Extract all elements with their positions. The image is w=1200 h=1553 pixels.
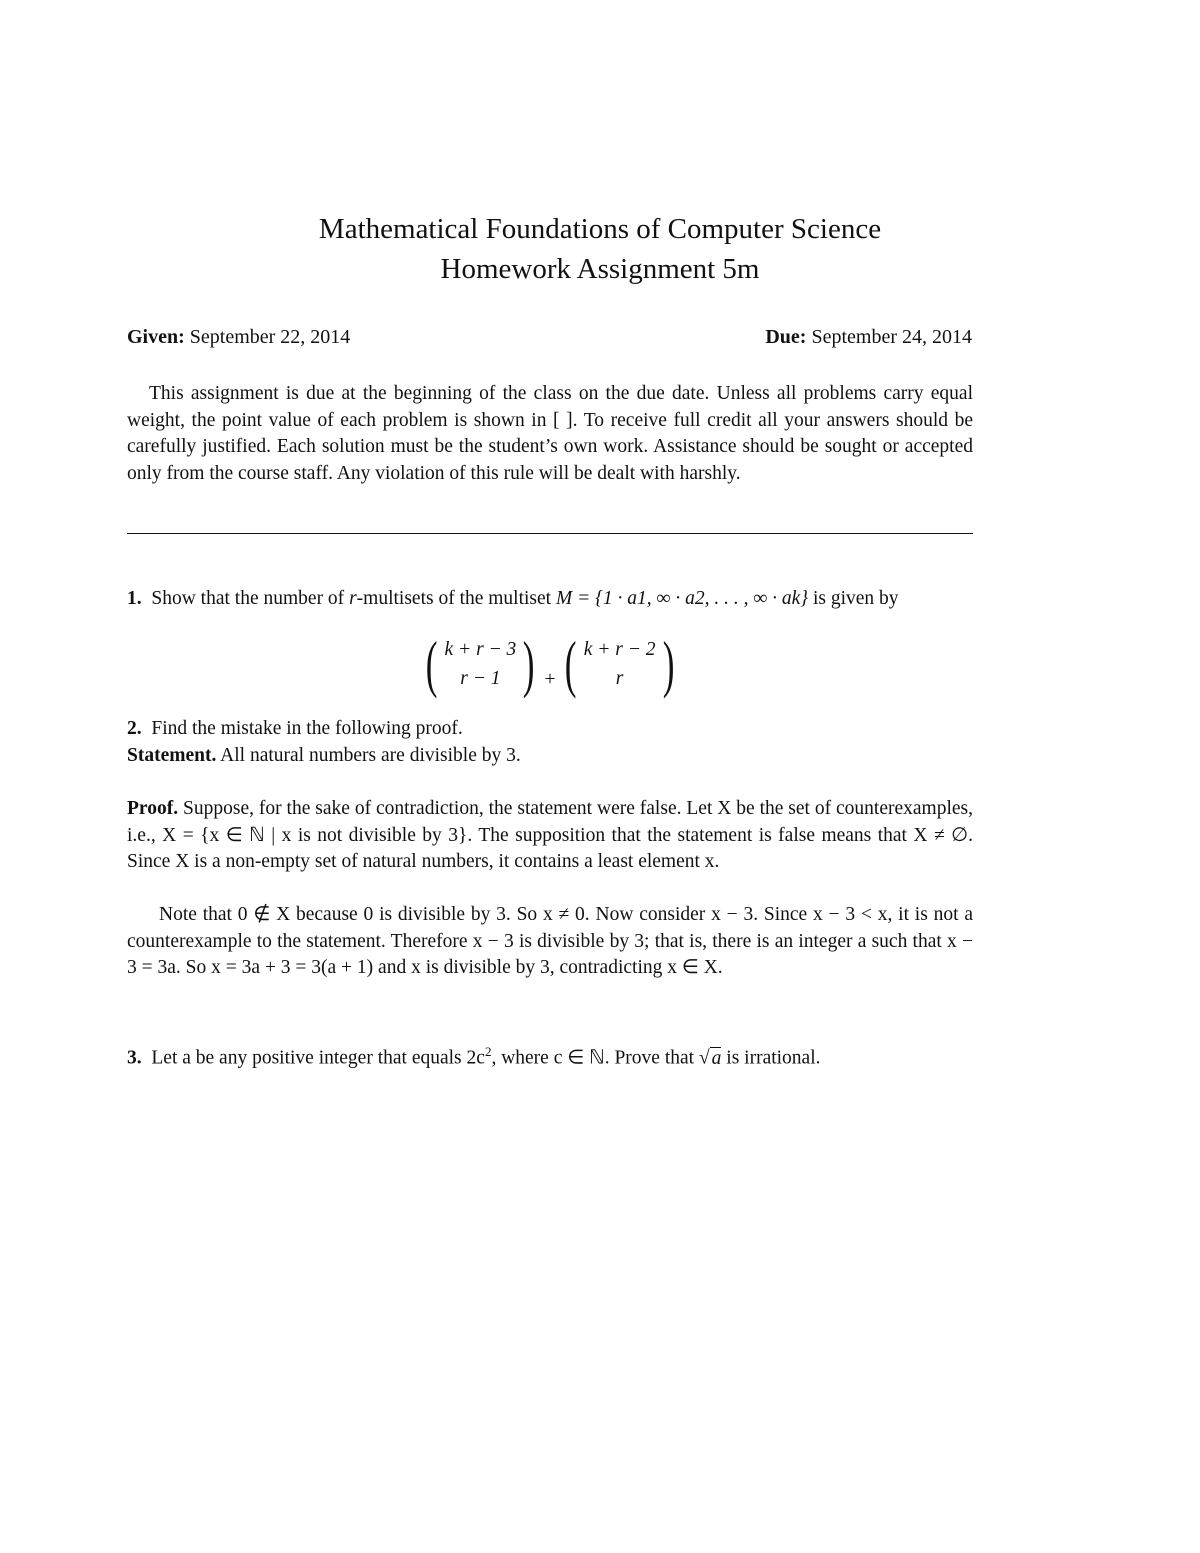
intro-paragraph: This assignment is due at the beginning of the class on the due date. Unless all problems carry equal weight, the point value of each problem is shown in [ ]. To receive full credit all your answers should be carefully justified. Each solution must be the student’s own work. Assistance should be sought or accepted only from the course staff. Any violation of this rule will be dealt with harshly. — [127, 383, 973, 484]
problem-1-text-b: -multisets of the multiset — [356, 588, 552, 609]
proof-paragraph-1 — [127, 796, 973, 876]
binomial-2: ( k + r − 2 r ) — [565, 628, 675, 699]
problem-3-text-c: is irrational. — [726, 1047, 821, 1069]
binomial-1-top: k + r − 3 — [444, 639, 517, 660]
divider-rule — [127, 533, 973, 534]
problem-3-text-a: Let a be any positive integer that equals 2c — [151, 1047, 485, 1069]
due-date: September 24, 2014 — [811, 326, 972, 348]
statement-text: All natural numbers are divisible by 3. — [220, 744, 521, 766]
problem-3-number: 3. — [127, 1047, 142, 1069]
problem-3: 3. Let a be any positive integer that equals $2c^2$, where c ∈ ℕ. Prove that √ a is irrational. — [127, 1044, 821, 1069]
due-label: Due: — [765, 326, 807, 348]
binomial-sum — [0, 628, 1100, 699]
problem-2 — [127, 716, 973, 769]
problem-1-number: 1. — [127, 588, 142, 609]
problem-1-text-c: is given by — [812, 588, 899, 609]
binomial-2-bottom: r — [615, 668, 624, 689]
assignment-title: Homework Assignment 5m — [440, 253, 760, 285]
given-date: September 22, 2014 — [189, 326, 351, 348]
proof-text-1: Suppose, for the sake of contradiction, the statement were false. Let X be the set of counterexamples, i.e., X = {x ∈ ℕ | x is not divisible by 3}. The supposition that the statement is false means that X ≠ ∅. Since X is a non-empty set of natural numbers, it contains a least element x. — [127, 798, 974, 872]
problem-1-r: r — [349, 588, 357, 609]
binomial-2-top: k + r − 2 — [583, 639, 656, 660]
proof-paragraph-2: Note that 0 ∉ X because 0 is divisible by 3. So x ≠ 0. Now consider x − 3. Since x − 3 < x, it is not a counterexample to the statement. Therefore x − 3 is divisible by 3; that is, there is an integer a such that x − 3 = 3a. So x = 3a + 3 = 3(a + 1) and x is divisible by 3, contradicting x ∈ X. — [127, 904, 973, 978]
given-label: Given: — [127, 326, 185, 348]
binomial-1: ( k + r − 3 r − 1 ) — [425, 628, 535, 699]
course-title: Mathematical Foundations of Computer Science — [318, 213, 882, 245]
problem-3-exponent: 2 — [484, 1044, 492, 1059]
binomial-1-bottom: r − 1 — [460, 668, 501, 689]
statement-label: Statement. — [127, 744, 217, 766]
proof-label: Proof. — [127, 798, 179, 819]
given-line — [127, 326, 350, 349]
problem-2-text: Find the mistake in the following proof. — [151, 718, 463, 739]
due-line — [765, 326, 972, 349]
problem-1-text-a: Show that the number of — [151, 588, 345, 609]
problem-2-number: 2. — [127, 718, 142, 739]
problem-1-multiset: M = {1 · a1, ∞ · a2, . . . , ∞ · ak} — [555, 588, 809, 609]
problem-3-sqrt-arg: a — [711, 1047, 722, 1069]
problem-1 — [127, 586, 973, 613]
plus-sign: + — [544, 669, 556, 690]
problem-3-text-b: , where c ∈ ℕ. Prove that — [491, 1047, 695, 1069]
